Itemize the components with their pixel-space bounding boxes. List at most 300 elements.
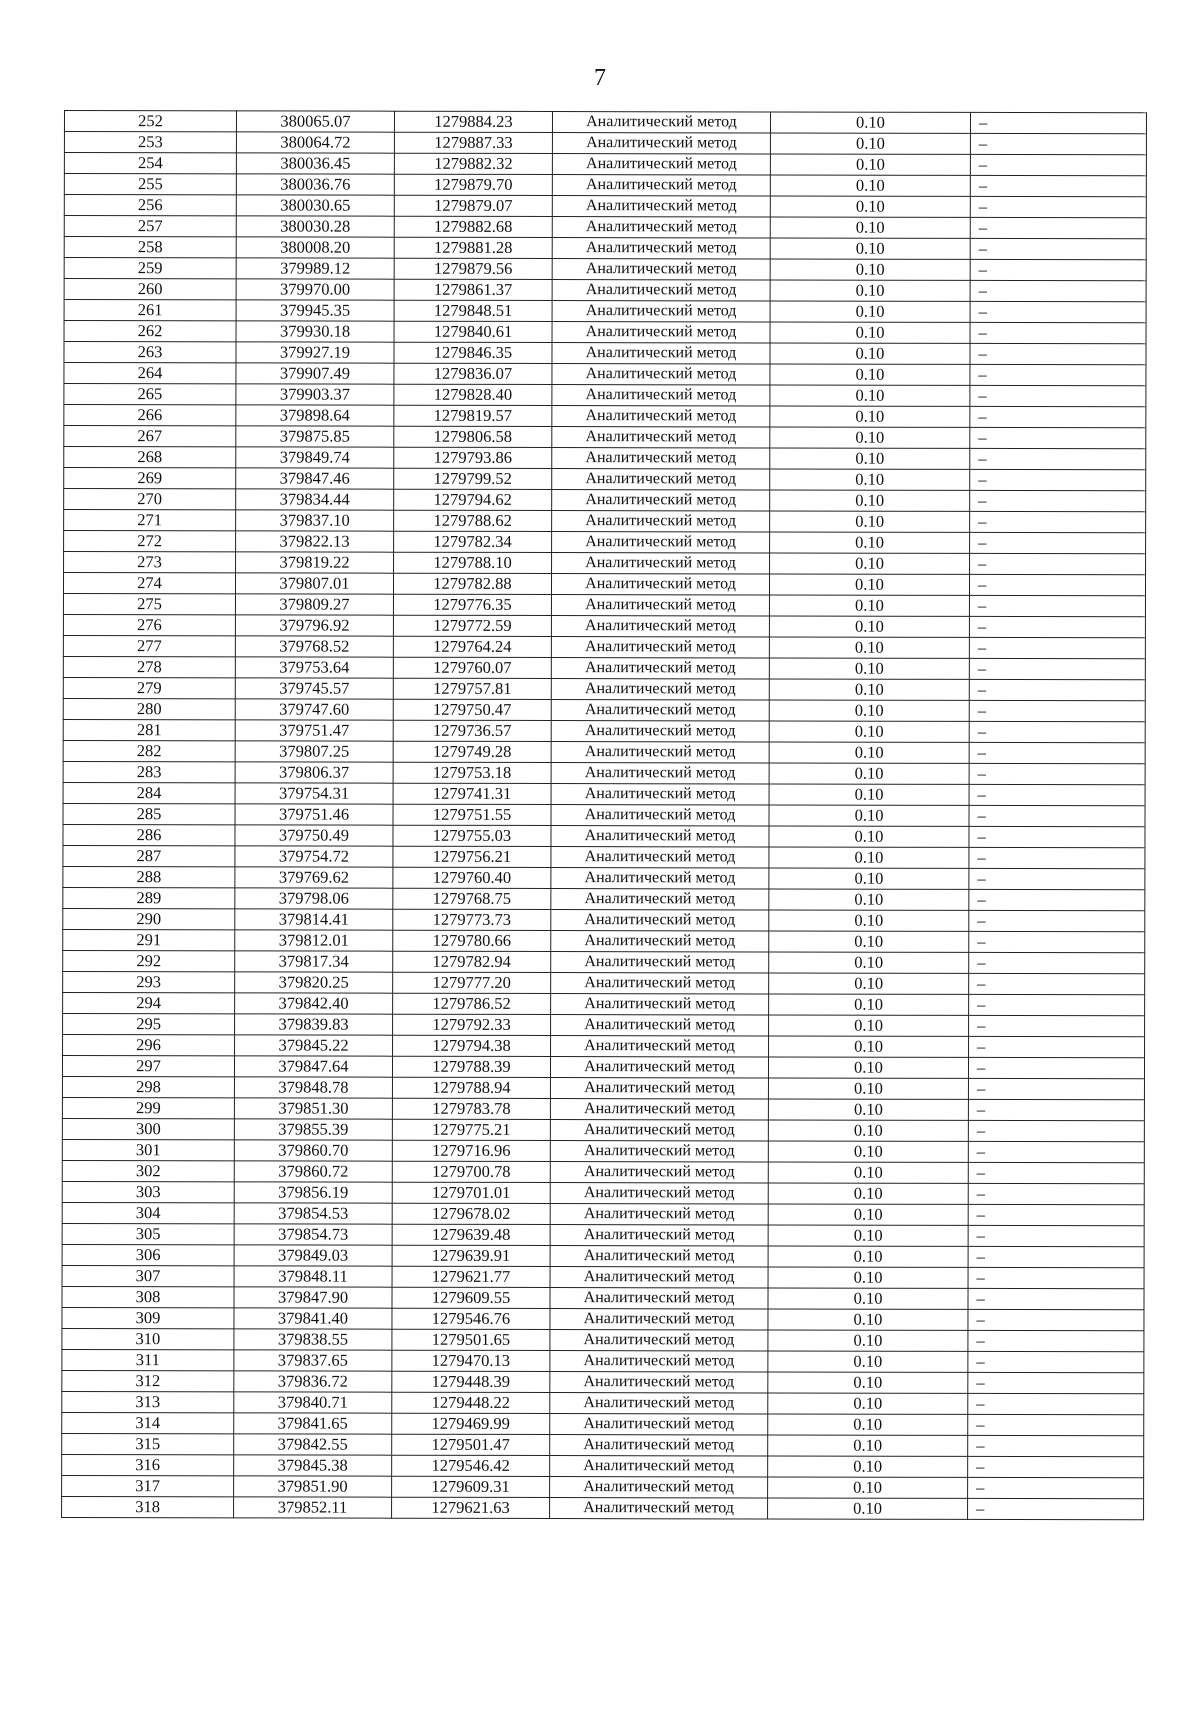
note-cell: – <box>970 154 1146 175</box>
y-coordinate-cell: 1279750.47 <box>393 699 551 720</box>
note-cell: – <box>968 1141 1144 1162</box>
accuracy-cell: 0.10 <box>770 406 970 427</box>
table-row <box>64 153 1146 176</box>
table-row <box>63 782 1145 805</box>
accuracy-cell: 0.10 <box>768 1246 968 1267</box>
point-number-cell: 291 <box>63 929 235 950</box>
note-cell: – <box>968 1057 1144 1078</box>
accuracy-cell: 0.10 <box>768 1183 968 1204</box>
table-row <box>64 132 1146 155</box>
accuracy-cell: 0.10 <box>770 511 970 532</box>
y-coordinate-cell: 1279760.40 <box>393 867 551 888</box>
coordinates-table <box>61 110 1147 1520</box>
accuracy-cell: 0.10 <box>768 1288 968 1309</box>
note-cell: – <box>970 406 1146 427</box>
point-number-cell: 254 <box>64 153 236 174</box>
accuracy-cell: 0.10 <box>770 238 970 259</box>
method-cell: Аналитический метод <box>551 889 769 910</box>
accuracy-cell: 0.10 <box>769 868 969 889</box>
accuracy-cell: 0.10 <box>769 889 969 910</box>
table-row <box>64 342 1146 365</box>
point-number-cell: 280 <box>63 698 235 719</box>
note-cell: – <box>969 658 1145 679</box>
table-row <box>63 656 1145 679</box>
point-number-cell: 252 <box>64 111 236 132</box>
point-number-cell: 286 <box>63 824 235 845</box>
method-cell: Аналитический метод <box>550 1078 768 1099</box>
x-coordinate-cell: 379751.46 <box>235 804 393 825</box>
method-cell: Аналитический метод <box>551 952 769 973</box>
point-number-cell: 314 <box>62 1412 234 1433</box>
x-coordinate-cell: 379798.06 <box>235 888 393 909</box>
y-coordinate-cell: 1279764.24 <box>393 636 551 657</box>
point-number-cell: 318 <box>62 1496 234 1517</box>
x-coordinate-cell: 379855.39 <box>234 1119 392 1140</box>
point-number-cell: 300 <box>62 1118 234 1139</box>
note-cell: – <box>969 721 1145 742</box>
method-cell: Аналитический метод <box>552 217 770 238</box>
point-number-cell: 262 <box>64 321 236 342</box>
note-cell: – <box>970 511 1146 532</box>
accuracy-cell: 0.10 <box>768 1057 968 1078</box>
table-row <box>64 321 1146 344</box>
y-coordinate-cell: 1279882.32 <box>394 153 552 174</box>
table-row <box>62 1118 1144 1141</box>
accuracy-cell: 0.10 <box>768 1477 968 1498</box>
note-cell: – <box>970 469 1146 490</box>
note-cell: – <box>968 1288 1144 1309</box>
accuracy-cell: 0.10 <box>768 1330 968 1351</box>
table-row <box>63 929 1145 952</box>
table-row <box>63 635 1145 658</box>
point-number-cell: 316 <box>62 1454 234 1475</box>
accuracy-cell: 0.10 <box>769 952 969 973</box>
note-cell: – <box>970 301 1146 322</box>
accuracy-cell: 0.10 <box>768 1267 968 1288</box>
table-row <box>62 1307 1144 1330</box>
accuracy-cell: 0.10 <box>769 1036 969 1057</box>
y-coordinate-cell: 1279882.68 <box>394 216 552 237</box>
method-cell: Аналитический метод <box>552 448 770 469</box>
accuracy-cell: 0.10 <box>770 175 970 196</box>
table-row <box>64 447 1146 470</box>
x-coordinate-cell: 379754.72 <box>235 846 393 867</box>
y-coordinate-cell: 1279639.48 <box>392 1224 550 1245</box>
note-cell: – <box>968 1078 1144 1099</box>
y-coordinate-cell: 1279788.39 <box>392 1056 550 1077</box>
method-cell: Аналитический метод <box>551 994 769 1015</box>
y-coordinate-cell: 1279741.31 <box>393 783 551 804</box>
table-row <box>62 1160 1144 1183</box>
point-number-cell: 313 <box>62 1391 234 1412</box>
method-cell: Аналитический метод <box>552 133 770 154</box>
accuracy-cell: 0.10 <box>770 469 970 490</box>
accuracy-cell: 0.10 <box>769 805 969 826</box>
method-cell: Аналитический метод <box>551 1015 769 1036</box>
note-cell: – <box>970 343 1146 364</box>
point-number-cell: 306 <box>62 1244 234 1265</box>
method-cell: Аналитический метод <box>552 196 770 217</box>
x-coordinate-cell: 379747.60 <box>235 699 393 720</box>
y-coordinate-cell: 1279887.33 <box>394 132 552 153</box>
x-coordinate-cell: 379927.19 <box>236 342 394 363</box>
point-number-cell: 296 <box>63 1034 235 1055</box>
y-coordinate-cell: 1279881.28 <box>394 237 552 258</box>
note-cell: – <box>970 553 1146 574</box>
method-cell: Аналитический метод <box>552 406 770 427</box>
y-coordinate-cell: 1279775.21 <box>392 1119 550 1140</box>
y-coordinate-cell: 1279788.10 <box>394 552 552 573</box>
method-cell: Аналитический метод <box>552 364 770 385</box>
note-cell: – <box>969 847 1145 868</box>
accuracy-cell: 0.10 <box>769 994 969 1015</box>
point-number-cell: 290 <box>63 908 235 929</box>
y-coordinate-cell: 1279470.13 <box>392 1350 550 1371</box>
point-number-cell: 278 <box>63 656 235 677</box>
accuracy-cell: 0.10 <box>770 553 970 574</box>
point-number-cell: 273 <box>64 552 236 573</box>
accuracy-cell: 0.10 <box>769 721 969 742</box>
point-number-cell: 261 <box>64 300 236 321</box>
point-number-cell: 307 <box>62 1265 234 1286</box>
note-cell: – <box>969 679 1145 700</box>
note-cell: – <box>968 1456 1144 1477</box>
x-coordinate-cell: 379745.57 <box>235 678 393 699</box>
note-cell: – <box>968 1183 1144 1204</box>
method-cell: Аналитический метод <box>550 1099 768 1120</box>
note-cell: – <box>970 322 1146 343</box>
table-row <box>62 1349 1144 1372</box>
method-cell: Аналитический метод <box>551 616 769 637</box>
accuracy-cell: 0.10 <box>769 679 969 700</box>
y-coordinate-cell: 1279760.07 <box>393 657 551 678</box>
accuracy-cell: 0.10 <box>769 973 969 994</box>
y-coordinate-cell: 1279776.35 <box>393 594 551 615</box>
table-row <box>64 552 1146 575</box>
method-cell: Аналитический метод <box>552 112 770 133</box>
table-row <box>62 1097 1144 1120</box>
point-number-cell: 275 <box>63 594 235 615</box>
note-cell: – <box>970 112 1146 133</box>
table-row <box>64 111 1146 134</box>
point-number-cell: 299 <box>62 1097 234 1118</box>
table-row <box>62 1244 1144 1267</box>
point-number-cell: 265 <box>64 384 236 405</box>
note-cell: – <box>968 1477 1144 1498</box>
point-number-cell: 282 <box>63 740 235 761</box>
y-coordinate-cell: 1279609.55 <box>392 1287 550 1308</box>
point-number-cell: 302 <box>62 1160 234 1181</box>
table-row <box>64 510 1146 533</box>
note-cell: – <box>970 448 1146 469</box>
table-row <box>63 698 1145 721</box>
x-coordinate-cell: 379841.65 <box>234 1413 392 1434</box>
table-row <box>62 1328 1144 1351</box>
point-number-cell: 277 <box>63 635 235 656</box>
method-cell: Аналитический метод <box>552 490 770 511</box>
note-cell: – <box>969 784 1145 805</box>
accuracy-cell: 0.10 <box>770 322 970 343</box>
method-cell: Аналитический метод <box>551 784 769 805</box>
note-cell: – <box>969 637 1145 658</box>
y-coordinate-cell: 1279546.76 <box>392 1308 550 1329</box>
point-number-cell: 295 <box>63 1013 235 1034</box>
note-cell: – <box>968 1225 1144 1246</box>
y-coordinate-cell: 1279768.75 <box>393 888 551 909</box>
y-coordinate-cell: 1279806.58 <box>394 426 552 447</box>
accuracy-cell: 0.10 <box>768 1141 968 1162</box>
point-number-cell: 312 <box>62 1370 234 1391</box>
x-coordinate-cell: 379819.22 <box>236 552 394 573</box>
table-row <box>64 405 1146 428</box>
accuracy-cell: 0.10 <box>770 448 970 469</box>
note-cell: – <box>970 364 1146 385</box>
x-coordinate-cell: 379837.10 <box>236 510 394 531</box>
method-cell: Аналитический метод <box>550 1288 768 1309</box>
table-row <box>63 971 1145 994</box>
method-cell: Аналитический метод <box>550 1477 768 1498</box>
point-number-cell: 258 <box>64 237 236 258</box>
table-row <box>62 1223 1144 1246</box>
y-coordinate-cell: 1279780.66 <box>393 930 551 951</box>
x-coordinate-cell: 379822.13 <box>236 531 394 552</box>
note-cell: – <box>968 1372 1144 1393</box>
method-cell: Аналитический метод <box>552 511 770 532</box>
method-cell: Аналитический метод <box>550 1414 768 1435</box>
note-cell: – <box>969 574 1145 595</box>
method-cell: Аналитический метод <box>550 1162 768 1183</box>
method-cell: Аналитический метод <box>552 343 770 364</box>
y-coordinate-cell: 1279879.07 <box>394 195 552 216</box>
x-coordinate-cell: 379907.49 <box>236 363 394 384</box>
x-coordinate-cell: 379852.11 <box>234 1497 392 1518</box>
note-cell: – <box>968 1393 1144 1414</box>
x-coordinate-cell: 379845.22 <box>235 1035 393 1056</box>
accuracy-cell: 0.10 <box>769 763 969 784</box>
x-coordinate-cell: 379898.64 <box>236 405 394 426</box>
table-row <box>63 761 1145 784</box>
note-cell: – <box>970 196 1146 217</box>
x-coordinate-cell: 379751.47 <box>235 720 393 741</box>
note-cell: – <box>968 1414 1144 1435</box>
y-coordinate-cell: 1279782.34 <box>394 531 552 552</box>
accuracy-cell: 0.10 <box>770 301 970 322</box>
table-row <box>63 719 1145 742</box>
table-row <box>64 174 1146 197</box>
x-coordinate-cell: 380064.72 <box>236 132 394 153</box>
y-coordinate-cell: 1279736.57 <box>393 720 551 741</box>
y-coordinate-cell: 1279621.63 <box>392 1497 550 1518</box>
note-cell: – <box>970 238 1146 259</box>
point-number-cell: 308 <box>62 1286 234 1307</box>
accuracy-cell: 0.10 <box>769 616 969 637</box>
x-coordinate-cell: 379842.55 <box>234 1434 392 1455</box>
point-number-cell: 310 <box>62 1328 234 1349</box>
x-coordinate-cell: 379753.64 <box>235 657 393 678</box>
note-cell: – <box>969 973 1145 994</box>
method-cell: Аналитический метод <box>552 238 770 259</box>
point-number-cell: 270 <box>64 489 236 510</box>
note-cell: – <box>970 490 1146 511</box>
x-coordinate-cell: 379847.46 <box>236 468 394 489</box>
note-cell: – <box>970 280 1146 301</box>
method-cell: Аналитический метод <box>550 1372 768 1393</box>
method-cell: Аналитический метод <box>550 1057 768 1078</box>
point-number-cell: 298 <box>62 1076 234 1097</box>
x-coordinate-cell: 379814.41 <box>235 909 393 930</box>
method-cell: Аналитический метод <box>550 1456 768 1477</box>
x-coordinate-cell: 379750.49 <box>235 825 393 846</box>
y-coordinate-cell: 1279793.86 <box>394 447 552 468</box>
table-row <box>63 887 1145 910</box>
point-number-cell: 288 <box>63 866 235 887</box>
point-number-cell: 305 <box>62 1223 234 1244</box>
table-row <box>63 992 1145 1015</box>
note-cell: – <box>969 805 1145 826</box>
accuracy-cell: 0.10 <box>768 1225 968 1246</box>
table-row <box>62 1475 1144 1498</box>
y-coordinate-cell: 1279773.73 <box>393 909 551 930</box>
method-cell: Аналитический метод <box>550 1435 768 1456</box>
method-cell: Аналитический метод <box>552 175 770 196</box>
y-coordinate-cell: 1279788.94 <box>392 1077 550 1098</box>
y-coordinate-cell: 1279783.78 <box>392 1098 550 1119</box>
accuracy-cell: 0.10 <box>768 1498 968 1519</box>
point-number-cell: 260 <box>64 279 236 300</box>
note-cell: – <box>969 595 1145 616</box>
point-number-cell: 272 <box>64 531 236 552</box>
accuracy-cell: 0.10 <box>770 343 970 364</box>
table-row <box>64 489 1146 512</box>
x-coordinate-cell: 379820.25 <box>235 972 393 993</box>
method-cell: Аналитический метод <box>551 574 769 595</box>
x-coordinate-cell: 379807.25 <box>235 741 393 762</box>
method-cell: Аналитический метод <box>551 847 769 868</box>
x-coordinate-cell: 379903.37 <box>236 384 394 405</box>
coordinates-table-body <box>62 111 1147 1520</box>
x-coordinate-cell: 379848.78 <box>234 1077 392 1098</box>
point-number-cell: 304 <box>62 1202 234 1223</box>
table-row <box>63 824 1145 847</box>
accuracy-cell: 0.10 <box>770 427 970 448</box>
table-row <box>64 468 1146 491</box>
accuracy-cell: 0.10 <box>768 1456 968 1477</box>
method-cell: Аналитический метод <box>550 1120 768 1141</box>
y-coordinate-cell: 1279788.62 <box>394 510 552 531</box>
y-coordinate-cell: 1279836.07 <box>394 363 552 384</box>
table-row <box>63 908 1145 931</box>
x-coordinate-cell: 379796.92 <box>235 615 393 636</box>
y-coordinate-cell: 1279749.28 <box>393 741 551 762</box>
y-coordinate-cell: 1279772.59 <box>393 615 551 636</box>
table-row <box>64 300 1146 323</box>
x-coordinate-cell: 380008.20 <box>236 237 394 258</box>
note-cell: – <box>969 889 1145 910</box>
point-number-cell: 266 <box>64 405 236 426</box>
accuracy-cell: 0.10 <box>768 1372 968 1393</box>
y-coordinate-cell: 1279757.81 <box>393 678 551 699</box>
note-cell: – <box>969 742 1145 763</box>
accuracy-cell: 0.10 <box>768 1309 968 1330</box>
point-number-cell: 283 <box>63 761 235 782</box>
y-coordinate-cell: 1279777.20 <box>393 972 551 993</box>
x-coordinate-cell: 379854.53 <box>234 1203 392 1224</box>
table-row <box>64 258 1146 281</box>
y-coordinate-cell: 1279755.03 <box>393 825 551 846</box>
accuracy-cell: 0.10 <box>769 1015 969 1036</box>
y-coordinate-cell: 1279879.70 <box>394 174 552 195</box>
accuracy-cell: 0.10 <box>768 1351 968 1372</box>
note-cell: – <box>969 868 1145 889</box>
table-row <box>64 237 1146 260</box>
accuracy-cell: 0.10 <box>769 595 969 616</box>
x-coordinate-cell: 379848.11 <box>234 1266 392 1287</box>
note-cell: – <box>968 1120 1144 1141</box>
method-cell: Аналитический метод <box>552 469 770 490</box>
point-number-cell: 259 <box>64 258 236 279</box>
y-coordinate-cell: 1279448.39 <box>392 1371 550 1392</box>
method-cell: Аналитический метод <box>551 973 769 994</box>
table-row <box>63 573 1145 596</box>
point-number-cell: 264 <box>64 363 236 384</box>
y-coordinate-cell: 1279716.96 <box>392 1140 550 1161</box>
note-cell: – <box>970 133 1146 154</box>
x-coordinate-cell: 379754.31 <box>235 783 393 804</box>
method-cell: Аналитический метод <box>551 595 769 616</box>
table-row <box>63 866 1145 889</box>
x-coordinate-cell: 379817.34 <box>235 951 393 972</box>
x-coordinate-cell: 380030.65 <box>236 195 394 216</box>
y-coordinate-cell: 1279501.47 <box>392 1434 550 1455</box>
method-cell: Аналитический метод <box>551 826 769 847</box>
y-coordinate-cell: 1279846.35 <box>394 342 552 363</box>
method-cell: Аналитический метод <box>550 1309 768 1330</box>
y-coordinate-cell: 1279861.37 <box>394 279 552 300</box>
point-number-cell: 256 <box>64 195 236 216</box>
y-coordinate-cell: 1279751.55 <box>393 804 551 825</box>
x-coordinate-cell: 380036.45 <box>236 153 394 174</box>
table-row <box>62 1391 1144 1414</box>
method-cell: Аналитический метод <box>550 1267 768 1288</box>
x-coordinate-cell: 379989.12 <box>236 258 394 279</box>
method-cell: Аналитический метод <box>551 763 769 784</box>
accuracy-cell: 0.10 <box>770 154 970 175</box>
accuracy-cell: 0.10 <box>769 637 969 658</box>
y-coordinate-cell: 1279639.91 <box>392 1245 550 1266</box>
note-cell: – <box>970 532 1146 553</box>
table-row <box>64 531 1146 554</box>
x-coordinate-cell: 380030.28 <box>236 216 394 237</box>
x-coordinate-cell: 379769.62 <box>235 867 393 888</box>
y-coordinate-cell: 1279828.40 <box>394 384 552 405</box>
x-coordinate-cell: 379839.83 <box>235 1014 393 1035</box>
table-row <box>64 363 1146 386</box>
accuracy-cell: 0.10 <box>770 196 970 217</box>
y-coordinate-cell: 1279469.99 <box>392 1413 550 1434</box>
note-cell: – <box>968 1498 1144 1519</box>
accuracy-cell: 0.10 <box>769 700 969 721</box>
x-coordinate-cell: 379837.65 <box>234 1350 392 1371</box>
x-coordinate-cell: 379768.52 <box>235 636 393 657</box>
method-cell: Аналитический метод <box>550 1351 768 1372</box>
x-coordinate-cell: 379809.27 <box>235 594 393 615</box>
table-row <box>62 1454 1144 1477</box>
y-coordinate-cell: 1279848.51 <box>394 300 552 321</box>
accuracy-cell: 0.10 <box>770 280 970 301</box>
point-number-cell: 289 <box>63 887 235 908</box>
note-cell: – <box>969 763 1145 784</box>
method-cell: Аналитический метод <box>550 1498 768 1519</box>
